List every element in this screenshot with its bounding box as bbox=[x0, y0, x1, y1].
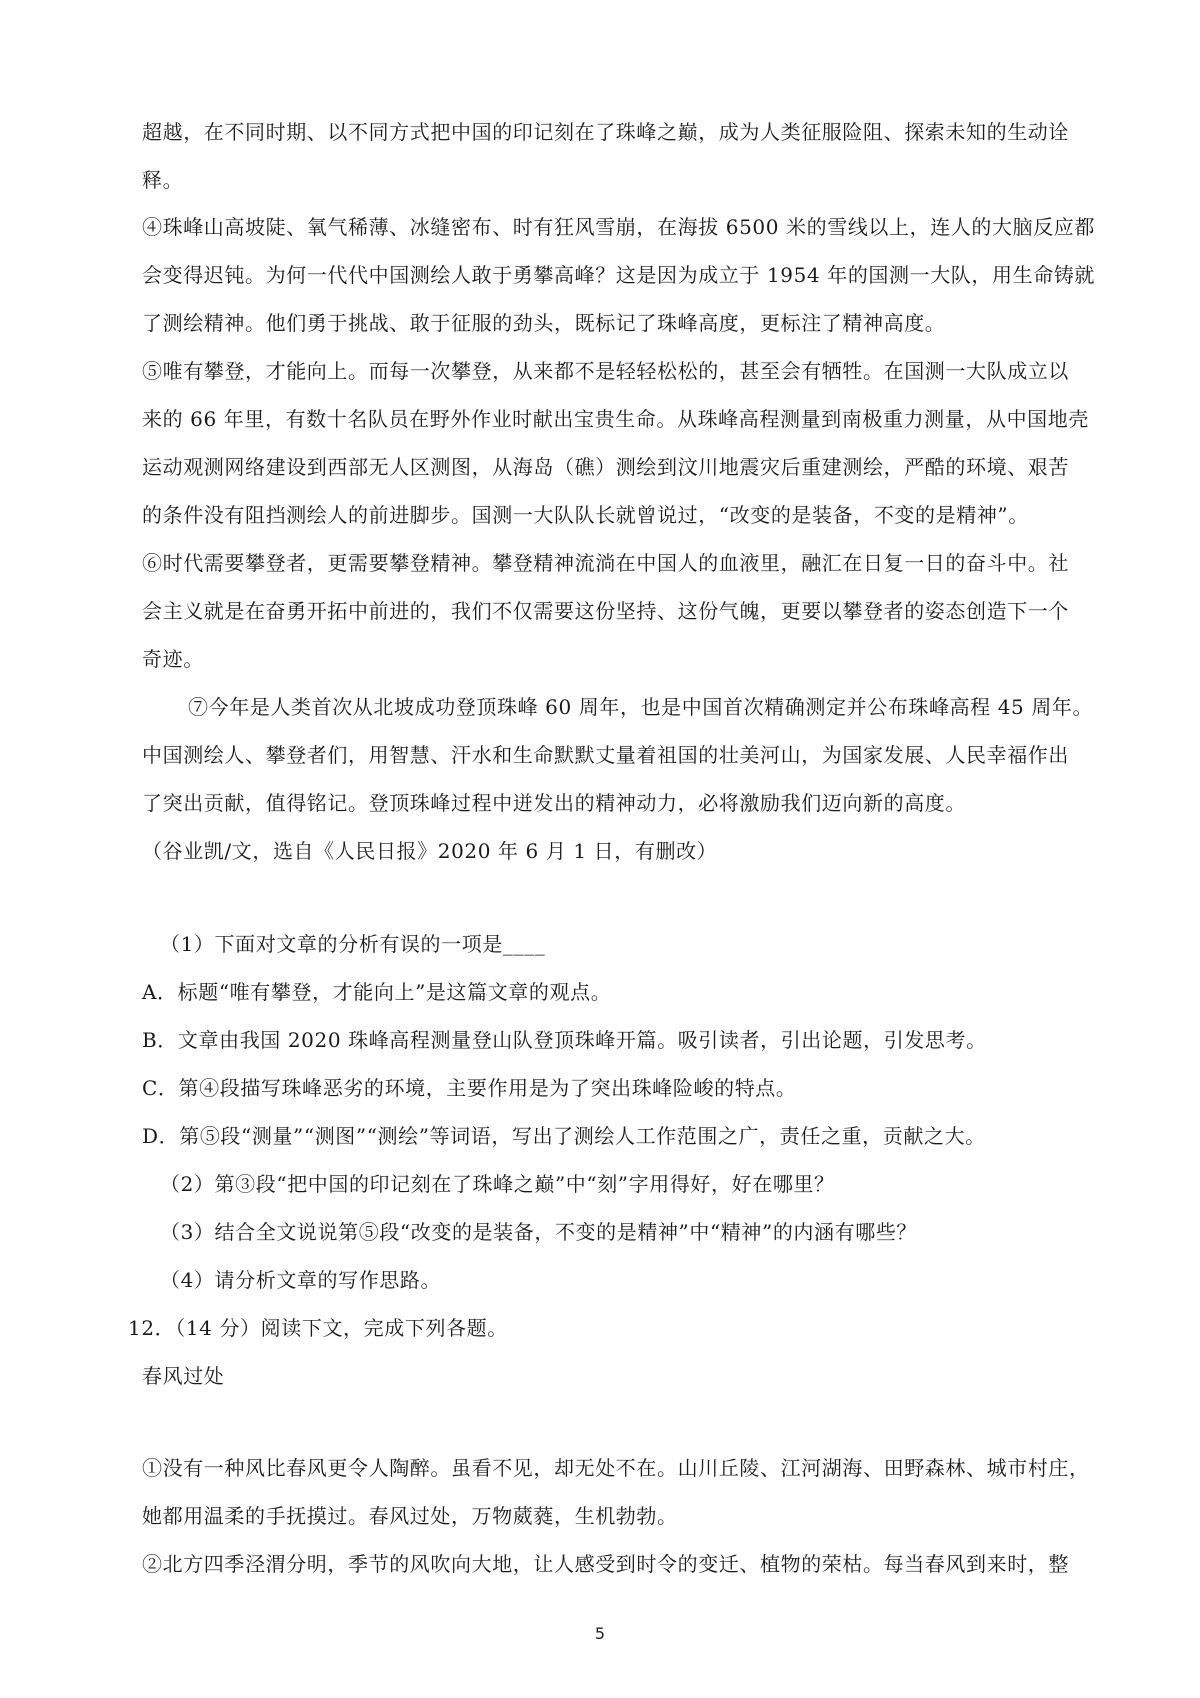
question-2: （2）第③段“把中国的印记刻在了珠峰之巅”中“刻”字用得好，好在哪里？ bbox=[160, 1172, 835, 1196]
paragraph-5-line-4: 的条件没有阻挡测绘人的前进脚步。国测一大队队长就曾说过，“改变的是装备，不变的是精神”。 bbox=[142, 503, 1029, 527]
paragraph-6-line-3: 奇迹。 bbox=[142, 647, 204, 671]
paragraph-5-line-2: 来的 66 年里，有数十名队员在野外作业时献出宝贵生命。从珠峰高程测量到南极重力测量，从中国地壳 bbox=[142, 407, 1089, 431]
question-3: （3）结合全文说说第⑤段“改变的是装备，不变的是精神”中“精神”的内涵有哪些？ bbox=[160, 1220, 918, 1244]
question-4: （4）请分析文章的写作思路。 bbox=[160, 1268, 442, 1292]
question-12-heading: 12．（14 分）阅读下文，完成下列各题。 bbox=[128, 1316, 508, 1340]
question-1-option-b: B．文章由我国 2020 珠峰高程测量登山队登顶珠峰开篇。吸引读者，引出论题，引发思考。 bbox=[142, 1028, 987, 1052]
question-1-stem: （1）下面对文章的分析有误的一项是____ bbox=[160, 932, 546, 956]
paragraph-5-line-1: ⑤唯有攀登，才能向上。而每一次攀登，从来都不是轻轻松松的，甚至会有牺牲。在国测一大队成立以 bbox=[142, 359, 1069, 383]
paragraph-6-line-1: ⑥时代需要攀登者，更需要攀登精神。攀登精神流淌在中国人的血液里，融汇在日复一日的奋斗中。社 bbox=[142, 551, 1069, 575]
passage-2-paragraph-2-line-1: ②北方四季泾渭分明，季节的风吹向大地，让人感受到时令的变迁、植物的荣枯。每当春风到来时，整 bbox=[142, 1552, 1069, 1576]
passage-2-paragraph-1-line-1: ①没有一种风比春风更令人陶醉。虽看不见，却无处不在。山川丘陵、江河湖海、田野森林、城市村庄， bbox=[142, 1456, 1090, 1480]
paragraph-6-line-2: 会主义就是在奋勇开拓中前进的，我们不仅需要这份坚持、这份气魄，更要以攀登者的姿态创造下一个 bbox=[142, 599, 1069, 623]
passage-2-title: 春风过处 bbox=[142, 1364, 225, 1388]
page-number: 5 bbox=[594, 1624, 606, 1643]
paragraph-3-line-1: 超越，在不同时期、以不同方式把中国的印记刻在了珠峰之巅，成为人类征服险阻、探索未知的生动诠 bbox=[142, 120, 1069, 144]
passage-2-paragraph-1-line-2: 她都用温柔的手抚摸过。春风过处，万物葳蕤，生机勃勃。 bbox=[142, 1504, 678, 1528]
question-1-option-c: C．第④段描写珠峰恶劣的环境，主要作用是为了突出珠峰险峻的特点。 bbox=[142, 1076, 797, 1100]
question-1-option-d: D．第⑤段“测量”“测图”“测绘”等词语，写出了测绘人工作范围之广，责任之重，贡献之大。 bbox=[142, 1124, 986, 1148]
paragraph-7-line-3: 了突出贡献，值得铭记。登顶珠峰过程中迸发出的精神动力，必将激励我们迈向新的高度。 bbox=[142, 791, 966, 815]
paragraph-4-line-3: 了测绘精神。他们勇于挑战、敢于征服的劲头，既标记了珠峰高度，更标注了精神高度。 bbox=[142, 311, 946, 335]
paragraph-7-line-1: ⑦今年是人类首次从北坡成功登顶珠峰 60 周年，也是中国首次精确测定并公布珠峰高程 45 周年。 bbox=[188, 695, 1094, 719]
question-1-option-a: A．标题“唯有攀登，才能向上”是这篇文章的观点。 bbox=[142, 980, 612, 1004]
paragraph-3-line-2: 释。 bbox=[142, 168, 184, 192]
passage-source: （谷业凯/文，选自《人民日报》2020 年 6 月 1 日，有删改） bbox=[142, 839, 718, 863]
paragraph-4-line-1: ④珠峰山高坡陡、氧气稀薄、冰缝密布、时有狂风雪崩，在海拔 6500 米的雪线以上，连人的大脑反应都 bbox=[142, 215, 1096, 239]
paragraph-5-line-3: 运动观测网络建设到西部无人区测图，从海岛（礁）测绘到汶川地震灾后重建测绘，严酷的环境、艰苦 bbox=[142, 455, 1069, 479]
paragraph-7-line-2: 中国测绘人、攀登者们，用智慧、汗水和生命默默丈量着祖国的壮美河山，为国家发展、人民幸福作出 bbox=[142, 743, 1069, 767]
paragraph-4-line-2: 会变得迟钝。为何一代代中国测绘人敢于勇攀高峰？这是因为成立于 1954 年的国测一大队，用生命铸就 bbox=[142, 263, 1096, 287]
